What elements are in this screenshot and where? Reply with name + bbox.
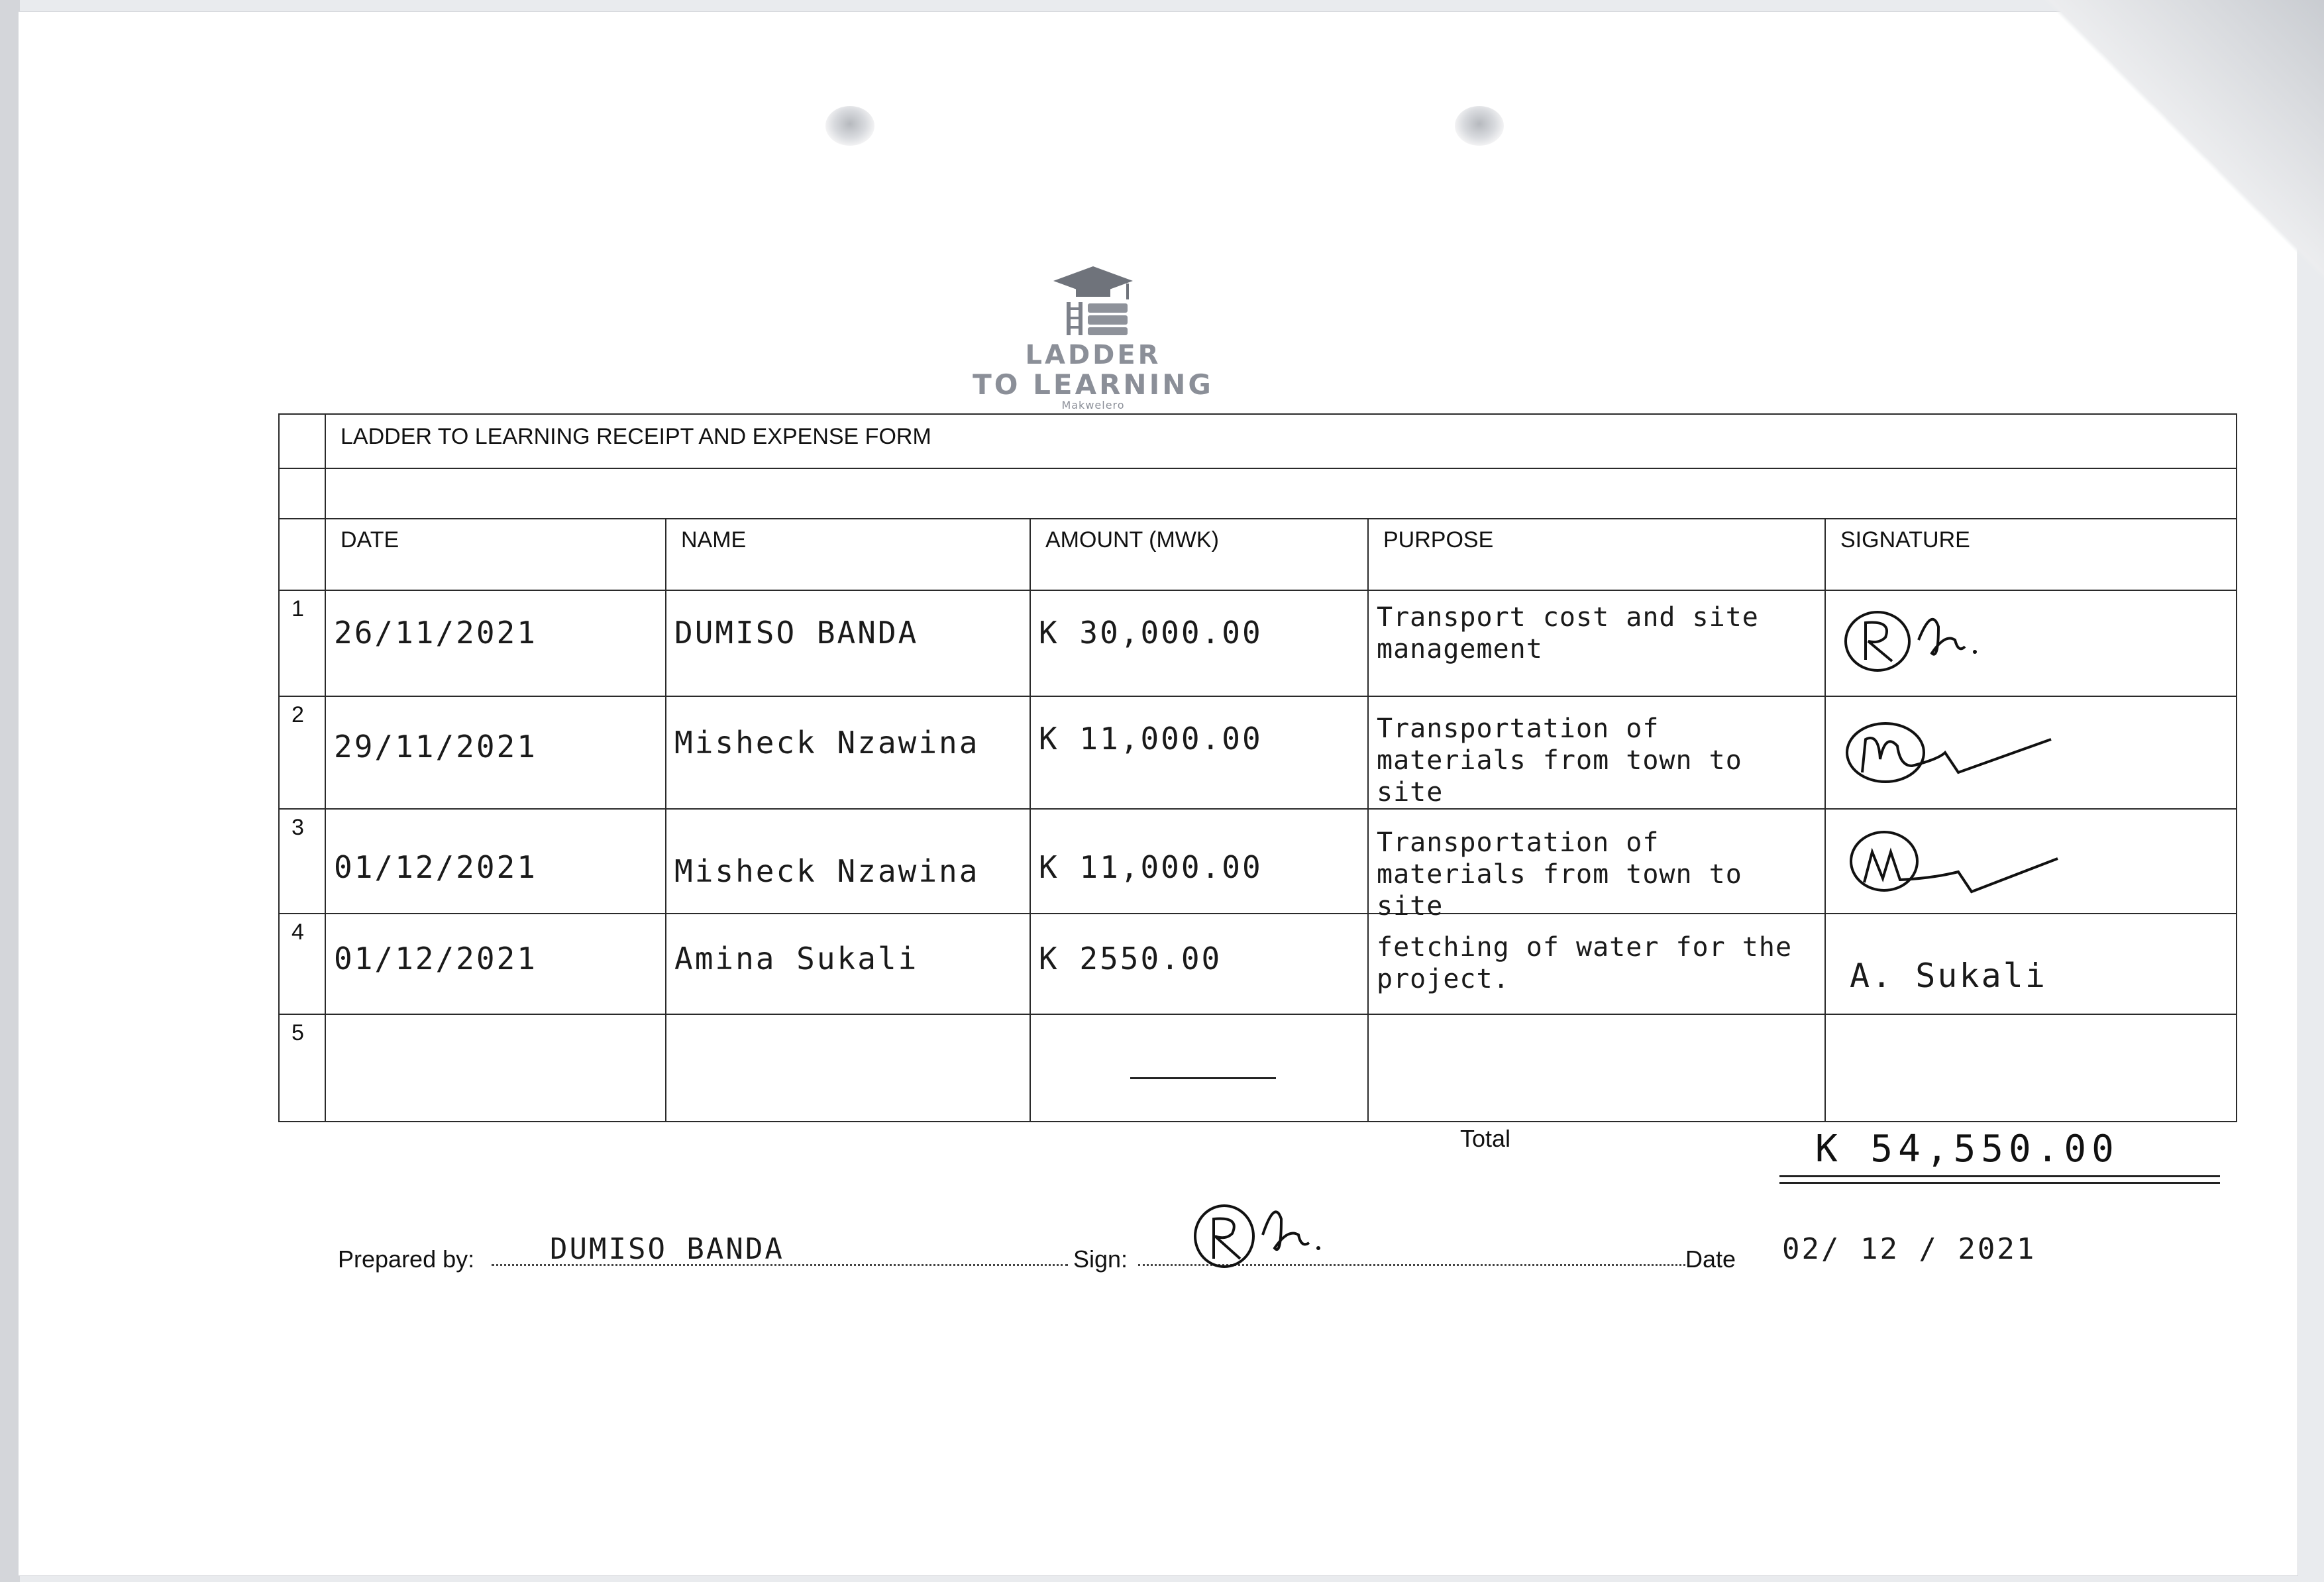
row-number: 3: [279, 809, 325, 914]
signature-drawing: [1839, 819, 2078, 908]
row-date-cell: [325, 1014, 666, 1122]
row-date: 01/12/2021: [334, 849, 537, 885]
row-name-cell: [666, 914, 1030, 1014]
header-num-cell: [279, 519, 325, 590]
page-corner-fold: [1993, 0, 2324, 278]
row-signature-cell: [1825, 696, 2237, 809]
empty-amount-dash: [1130, 1077, 1276, 1079]
punch-hole-left: [825, 106, 874, 146]
row-number: 5: [279, 1014, 325, 1122]
row-amount: K 2550.00: [1039, 941, 1222, 976]
row-date: 29/11/2021: [334, 729, 537, 765]
expense-form-table: [278, 413, 2237, 1122]
row-number: 4: [279, 914, 325, 1014]
header-name: NAME: [666, 519, 1030, 590]
blank-row: [325, 468, 2237, 519]
prepared-by-line: [338, 1232, 2127, 1285]
header-amount: AMOUNT (MWK): [1030, 519, 1368, 590]
row-date: 01/12/2021: [334, 941, 537, 976]
prepared-by-value: DUMISO BANDA: [550, 1232, 784, 1266]
row-signature-cell: [1825, 914, 2237, 1014]
signature-drawing: [1839, 600, 2025, 683]
header-purpose: PURPOSE: [1368, 519, 1825, 590]
row-amount-cell: [1030, 696, 1368, 809]
row-date-cell: [325, 809, 666, 914]
row-purpose: Transportation of materials from town to site: [1377, 713, 1742, 808]
total-label: Total: [1460, 1125, 1511, 1152]
row-purpose-cell: [1368, 590, 1825, 696]
row-purpose: fetching of water for the project.: [1377, 932, 1793, 994]
table-row: [279, 696, 2237, 809]
row-purpose-cell: [1368, 914, 1825, 1014]
prepared-signature-drawing: [1185, 1192, 1357, 1285]
row-name-cell: [666, 696, 1030, 809]
header-signature: SIGNATURE: [1825, 519, 2237, 590]
row-amount: K 11,000.00: [1039, 721, 1263, 757]
row-purpose: Transport cost and site management: [1377, 602, 1759, 664]
row-signature-cell: [1825, 1014, 2237, 1122]
row-amount-cell: [1030, 809, 1368, 914]
signature-drawing: [1839, 706, 2078, 796]
punch-hole-right: [1455, 106, 1504, 146]
table-row: [279, 914, 2237, 1014]
row-date-cell: [325, 590, 666, 696]
row-amount-cell: [1030, 1014, 1368, 1122]
date-label: Date: [1685, 1245, 1736, 1273]
blank-num-cell: [279, 468, 325, 519]
prepared-by-label: Prepared by:: [338, 1245, 475, 1273]
row-date: 26/11/2021: [334, 615, 537, 651]
logo-text-to-learning: TO LEARNING: [973, 368, 1214, 401]
scan-left-edge: [0, 0, 20, 1582]
row-signature: A. Sukali: [1850, 957, 2047, 995]
row-name-cell: [666, 590, 1030, 696]
table-row: [279, 1014, 2237, 1122]
row-purpose: Transportation of materials from town to site: [1377, 827, 1742, 922]
total-value: K 54,550.00: [1815, 1128, 2119, 1171]
row-name-cell: [666, 1014, 1030, 1122]
row-name: Misheck Nzawina: [674, 853, 980, 889]
row-name: DUMISO BANDA: [674, 615, 919, 651]
row-purpose-cell: [1368, 696, 1825, 809]
row-amount-cell: [1030, 590, 1368, 696]
row-date-cell: [325, 914, 666, 1014]
row-purpose-cell: [1368, 809, 1825, 922]
row-number: 2: [279, 696, 325, 809]
row-name: Amina Sukali: [674, 941, 919, 976]
sign-label: Sign:: [1073, 1245, 1128, 1273]
row-signature-cell: [1825, 809, 2237, 914]
total-underline: [1779, 1175, 2220, 1177]
row-amount: K 11,000.00: [1039, 849, 1263, 885]
header-date: DATE: [325, 519, 666, 590]
row-name: Misheck Nzawina: [674, 725, 980, 761]
row-signature-cell: [1825, 590, 2237, 696]
row-amount-cell: [1030, 914, 1368, 1014]
row-purpose-cell: [1368, 1014, 1825, 1122]
logo-text-location: Makwelero: [1061, 399, 1125, 411]
row-name-cell: [666, 809, 1030, 914]
logo-text-ladder: LADDER: [1025, 340, 1161, 370]
row-number: 1: [279, 590, 325, 696]
ladder-to-learning-logo: [954, 265, 1232, 417]
table-row: [279, 590, 2237, 696]
form-title: LADDER TO LEARNING RECEIPT AND EXPENSE FORM: [325, 414, 2237, 468]
row-amount: K 30,000.00: [1039, 615, 1263, 651]
date-value: 02/ 12 / 2021: [1782, 1232, 2036, 1266]
graduation-cap-icon: [1047, 265, 1139, 338]
row-date-cell: [325, 696, 666, 809]
title-num-cell: [279, 414, 325, 468]
table-row: [279, 809, 2237, 914]
total-double-underline: [1779, 1182, 2220, 1184]
